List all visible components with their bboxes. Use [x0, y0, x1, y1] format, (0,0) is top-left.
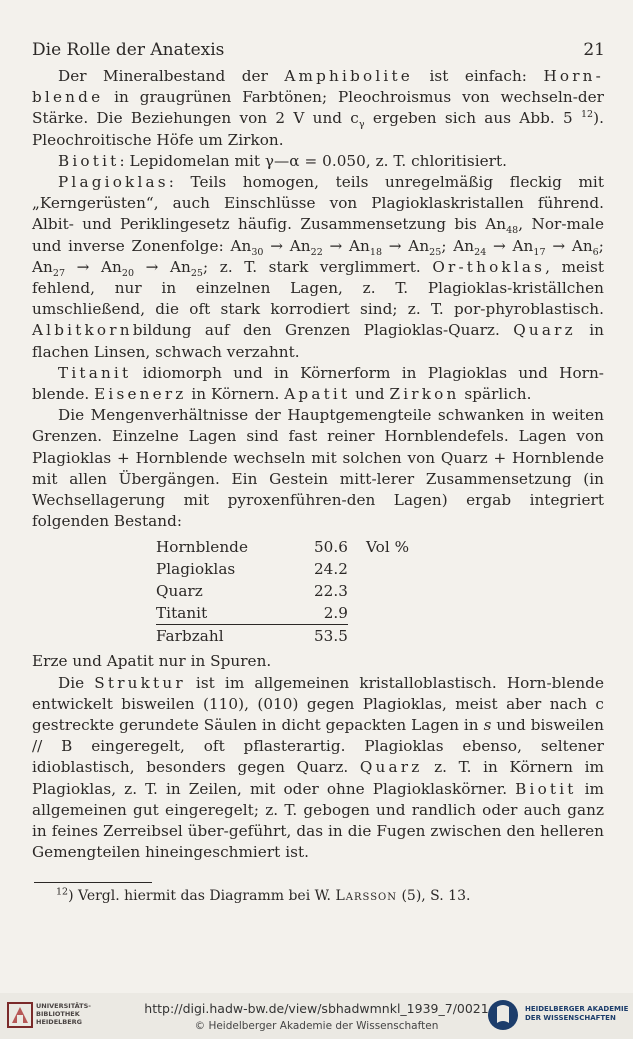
paragraph-erze: Erze und Apatit nur in Spuren. [32, 652, 272, 671]
permalink-url[interactable]: http://digi.hadw-bw.de/view/sbhadwmnkl_1939_7/0021 [144, 1001, 489, 1016]
running-head [32, 40, 605, 60]
composition-table [156, 536, 409, 647]
table-row: Titanit 2.9 [156, 602, 409, 625]
paragraph-biotit: Biotit: Lepidomelan mit γ—α = 0.050, z. T. chloritisiert. [58, 151, 507, 170]
running-head-title: Die Rolle der Anatexis [32, 40, 225, 60]
academy-logo-icon [486, 997, 520, 1033]
page-number: 21 [583, 40, 605, 60]
paragraph-titanit: Titanit idiomorph und in Körnerform in Plagioklas und Horn-blende. Eisenerz in Körnern. Apatit und Zirkon spärlich. [32, 363, 604, 404]
footnote: $^{12}$) Vergl. hiermit das Diagramm bei W. Larsson (5), S. 13. [56, 886, 471, 904]
footnote-divider [34, 882, 152, 883]
copyright-notice: © Heidelberger Akademie der Wissenschaften [194, 1020, 439, 1032]
academy-name: HEIDELBERGER AKADEMIE DER WISSENSCHAFTEN [525, 1005, 629, 1022]
table-total-row: Farbzahl 53.5 [156, 626, 348, 645]
table-row: Quarz 22.3 [156, 581, 348, 600]
paragraph-struktur: Die Struktur ist im allgemeinen kristalloblastisch. Horn-blende entwickelt bisweilen (110), (010) gegen Plagioklas, meist aber nach c gestreckte gerundete Säulen in dicht gepackten Lagen in s und bisweilen // B eingeregelt, oft pflasterartig. Plagioklas ebenso, seltener idioblastisch, besonders gegen Quarz. Quarz z. T. in Körnern im Plagioklas, z. T. in Zeilen, mit oder ohne Plagioklaskörner. Biotit im allgemeinen gut eingeregelt; z. T. gebogen und randlich oder auch ganz in feines Zerreibsel über-geführt, das in die Fugen zwischen den helleren Gemengteilen hineingeschmiert ist. [32, 673, 605, 862]
paragraph-plagioklas: Plagioklas: Teils homogen, teils unregelmäßig fleckig mit „Kerngerüsten“, auch Einschlüsse von Plagioklaskristallen führend. Albit- und Periklingesetz häufig. Zusammensetzung bis $An_{48}$, Nor-male und inverse Zonenfolge: $An_{30} \to An_{22} \to An_{18} \to An_{25}$; $An_{24} \to An_{17} \to An_6$; $An_{27} \to An_{20} \to An_{25}$; z. T. stark verglimmert. Or-thoklas, meist fehlend, nur in einzelnen Lagen, z. T. Plagioklas-kriställchen umschließend, die oft stark korrodiert sind; z. T. por-phyroblastisch. Albitkornbildung auf den Grenzen Plagioklas-Quarz. Quarz in flachen Linsen, schwach verzahnt. [32, 173, 605, 361]
digitization-footer [0, 993, 633, 1039]
paragraph-amphibolite: Der Mineralbestand der Amphibolite ist einfach: Horn-blende in graugrünen Farbtönen; Pleochroismus von wechseln-der Stärke. Die Beziehungen von 2 V und $c_\gamma$ ergeben sich aus Abb. 5 $^{12}$). Pleochroitische Höfe um Zirkon. [32, 67, 605, 149]
university-library-name: UNIVERSITÄTS- BIBLIOTHEK HEIDELBERG [36, 1002, 91, 1026]
paragraph-mengenverhaeltnisse: Die Mengenverhältnisse der Hauptgemengteile schwanken in weiten Grenzen. Einzelne Lagen sind fast reiner Hornblendefels. Lagen von Plagioklas + Hornblende wechseln mit solchen von Quarz + Hornblende mit allen Übergängen. Ein Gestein mitt-lerer Zusammensetzung (in Wechsellagerung mit pyroxenführen-den Lagen) ergab integriert folgenden Bestand: [32, 406, 604, 531]
footnote-ref: 12 [580, 109, 594, 121]
body-text [32, 66, 604, 864]
table-row: Plagioklas 24.2 [156, 559, 348, 578]
table-row: Hornblende 50.6 Vol % [156, 537, 410, 556]
